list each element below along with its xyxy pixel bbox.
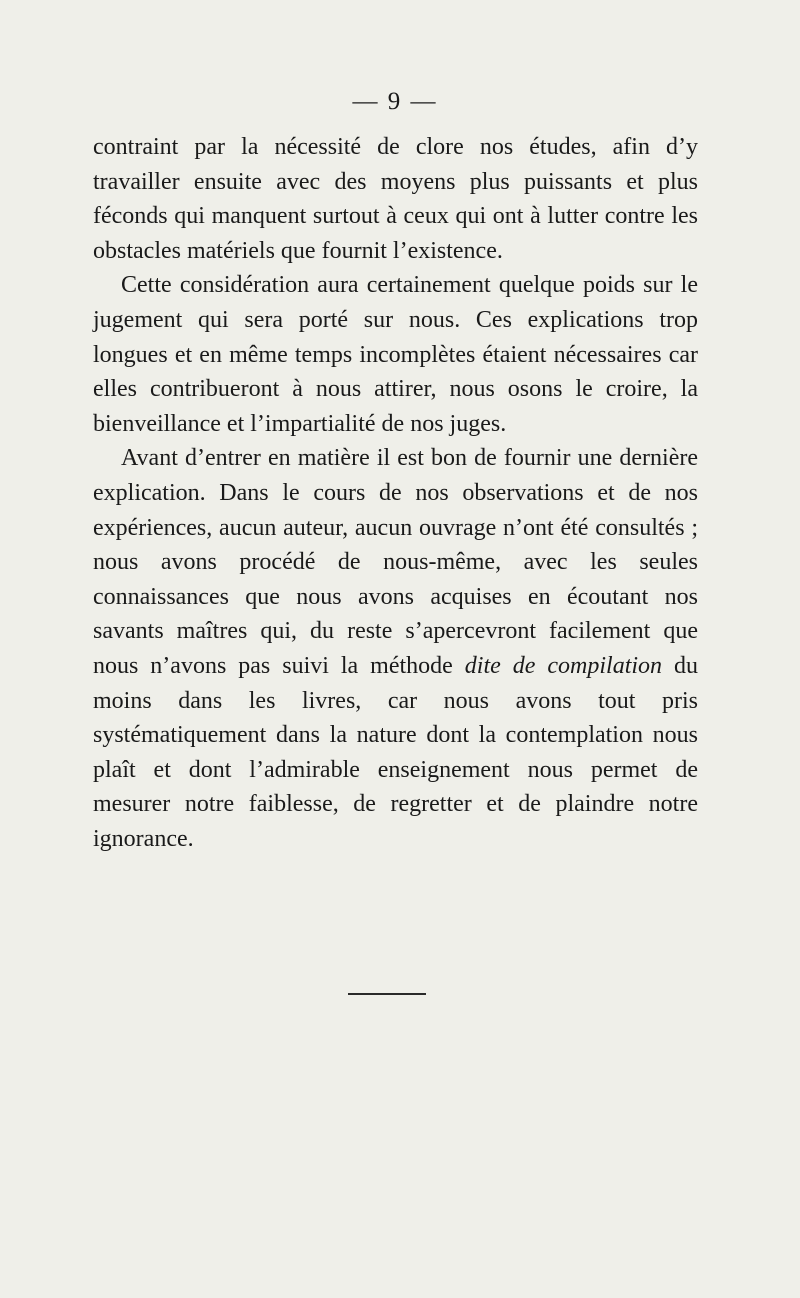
- paragraph-continued: contraint par la nécessité de clore nos études, afin d’y travailler ensuite avec des moyens plus puissants et plus féconds qui manquent surtout à ceux qui ont à lutter contre les obstacles matériels que fournit l’existence.: [93, 134, 698, 264]
- section-end-rule: [348, 993, 426, 995]
- page-number: — 9 —: [352, 88, 438, 115]
- italic-phrase: dite de compilation: [464, 652, 663, 679]
- body-text: [93, 130, 698, 856]
- paragraph-text: Avant d’entrer en matière il est bon de fournir une dernière explication. Dans le cours de nos observations et de nos expériences, aucun auteur, aucun ouvrage n’ont été consultés ; nous avons procédé de nous-même, avec les seules connaissances que nous avons acquises en écoutant nos savants maîtres qui, du reste s’apercevront facilement que nous n’avons pas suivi la méthode: [93, 445, 698, 679]
- paragraph-text: du moins dans les livres, car nous avons tout pris systématiquement dans la nature dont la contemplation nous plaît et dont l’admirable enseignement nous permet de mesurer notre faiblesse, de regretter et de plaindre notre ignorance.: [93, 652, 699, 852]
- paragraph: [93, 441, 698, 856]
- paragraph: Cette considération aura certainement quelque poids sur le jugement qui sera porté sur nous. Ces explications trop longues et en même temps incomplètes étaient nécessaires car elles contribueront à nous attirer, nous osons le croire, la bienveillance et l’impartialité de nos juges.: [93, 272, 698, 437]
